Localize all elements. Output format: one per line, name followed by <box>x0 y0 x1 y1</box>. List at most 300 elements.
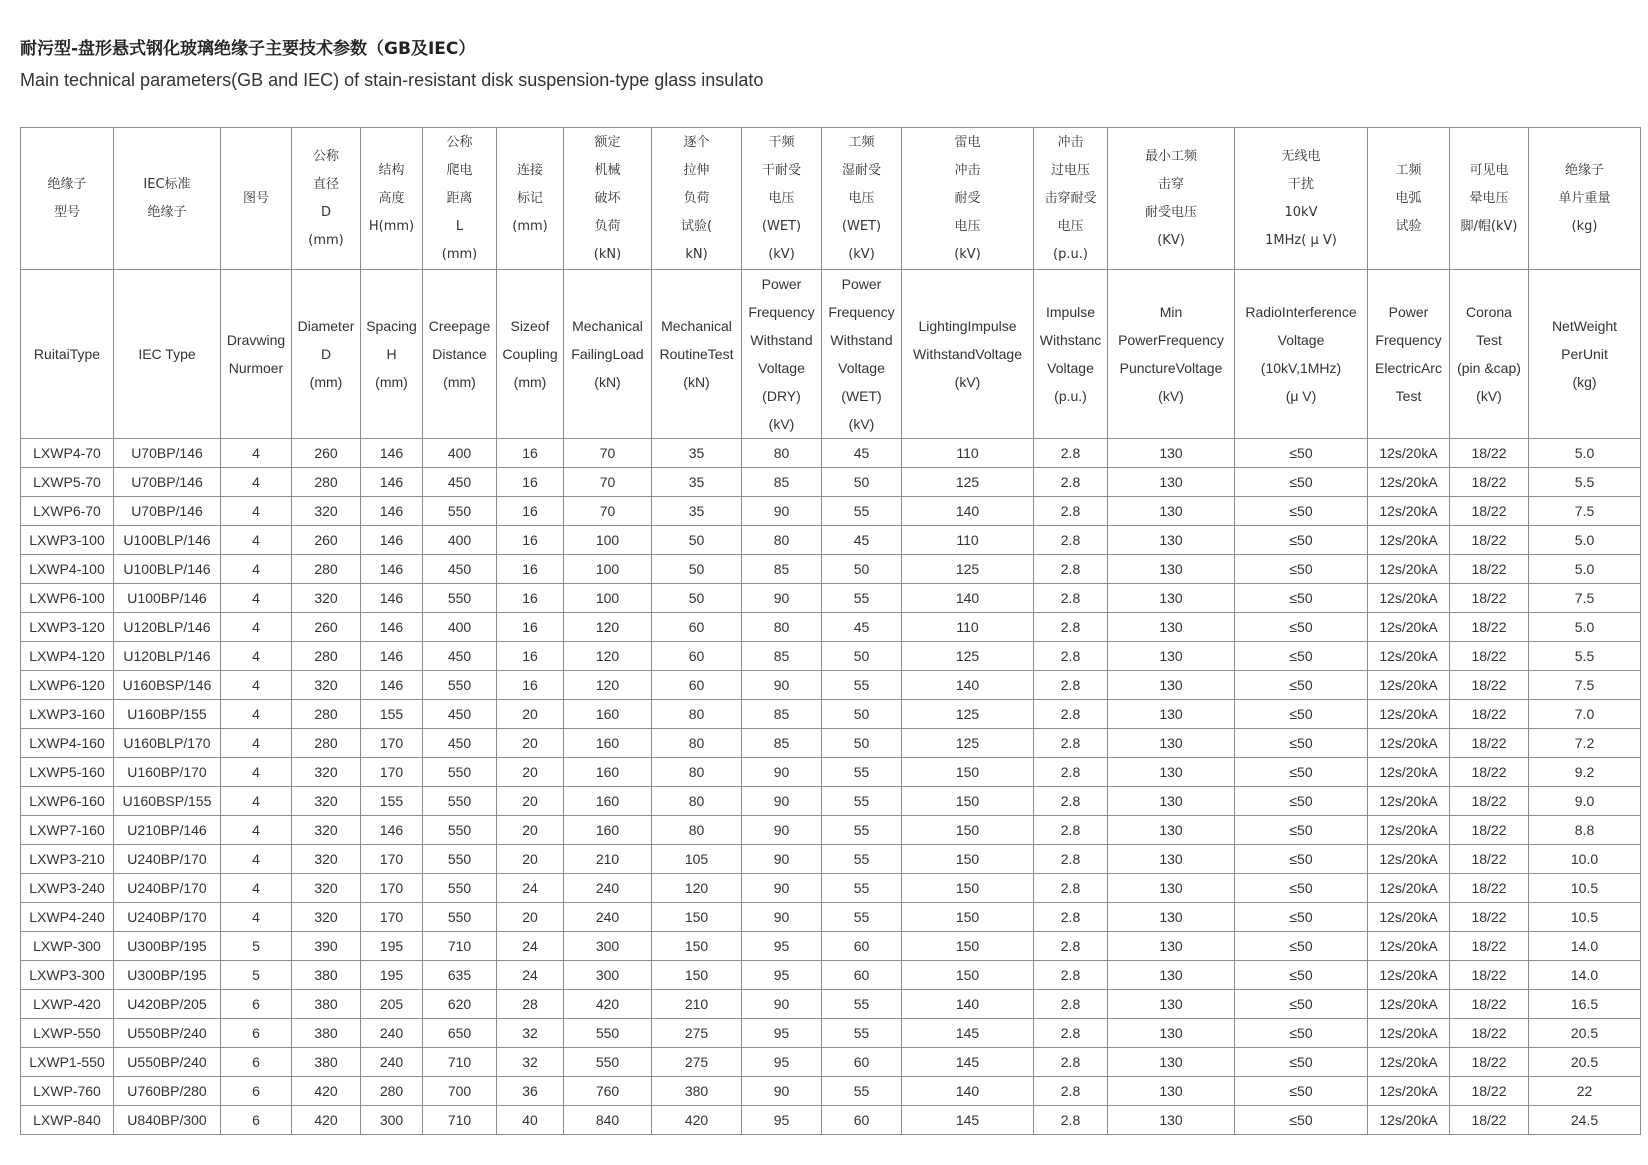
table-cell: U160BSP/146 <box>114 671 221 700</box>
table-cell: 2.8 <box>1034 845 1108 874</box>
table-cell: 280 <box>292 642 361 671</box>
table-cell: 22 <box>1529 1077 1641 1106</box>
table-cell: 18/22 <box>1450 1106 1529 1135</box>
table-cell: 550 <box>423 874 497 903</box>
table-cell: 9.0 <box>1529 787 1641 816</box>
header-line: (kV) <box>768 416 795 432</box>
table-cell: 145 <box>902 1048 1034 1077</box>
table-cell: 12s/20kA <box>1368 1077 1450 1106</box>
header-cell <box>822 270 902 439</box>
table-cell: 55 <box>822 990 902 1019</box>
table-cell: 300 <box>564 961 652 990</box>
header-line: 直径 <box>312 176 339 192</box>
table-cell: 4 <box>221 497 292 526</box>
table-row <box>21 758 1641 787</box>
header-cell <box>1034 128 1108 270</box>
table-cell: 146 <box>361 526 423 555</box>
table-cell: 80 <box>652 816 742 845</box>
header-line: IEC Type <box>138 346 196 362</box>
header-line: (μ V) <box>1285 388 1317 404</box>
table-cell: 550 <box>423 671 497 700</box>
table-cell: LXWP4-240 <box>21 903 114 932</box>
table-cell: 120 <box>564 613 652 642</box>
table-cell: 16 <box>497 671 564 700</box>
table-cell: LXWP3-240 <box>21 874 114 903</box>
table-cell: 620 <box>423 990 497 1019</box>
table-cell: 18/22 <box>1450 468 1529 497</box>
table-cell: 150 <box>902 758 1034 787</box>
header-line: 击穿耐受 <box>1044 190 1097 206</box>
header-line: 晕电压 <box>1469 190 1509 206</box>
header-cell <box>1368 128 1450 270</box>
table-cell: 16 <box>497 526 564 555</box>
header-line: 电压 <box>768 190 795 206</box>
table-cell: 146 <box>361 555 423 584</box>
header-cell <box>1529 270 1641 439</box>
table-cell: 140 <box>902 584 1034 613</box>
header-cell <box>292 270 361 439</box>
table-cell: U120BLP/146 <box>114 642 221 671</box>
header-cell <box>564 270 652 439</box>
header-line: Corona <box>1466 304 1512 320</box>
header-line: 可见电 <box>1469 162 1509 178</box>
table-cell: 95 <box>742 1048 822 1077</box>
table-cell: 80 <box>652 700 742 729</box>
table-cell: ≤50 <box>1235 613 1368 642</box>
header-line: 爬电 <box>446 162 473 178</box>
header-line: (mm) <box>443 374 476 390</box>
table-cell: 12s/20kA <box>1368 845 1450 874</box>
table-cell: 280 <box>292 700 361 729</box>
table-cell: 140 <box>902 1077 1034 1106</box>
table-cell: 7.5 <box>1529 584 1641 613</box>
table-cell: 130 <box>1108 613 1235 642</box>
header-line: Voltage <box>838 360 885 376</box>
table-row <box>21 787 1641 816</box>
header-line: 电压 <box>954 218 981 234</box>
table-cell: 12s/20kA <box>1368 1106 1450 1135</box>
table-row <box>21 1019 1641 1048</box>
table-cell: 130 <box>1108 990 1235 1019</box>
header-cell <box>652 270 742 439</box>
table-cell: 6 <box>221 1106 292 1135</box>
table-cell: ≤50 <box>1235 903 1368 932</box>
header-line: 最小工频 <box>1144 148 1197 164</box>
header-cell <box>423 270 497 439</box>
table-cell: 50 <box>822 555 902 584</box>
table-cell: 10.5 <box>1529 874 1641 903</box>
table-cell: 70 <box>564 439 652 468</box>
header-cell <box>497 270 564 439</box>
header-line: 绝缘子 <box>47 176 87 192</box>
table-cell: LXWP6-120 <box>21 671 114 700</box>
table-cell: 130 <box>1108 787 1235 816</box>
table-cell: 12s/20kA <box>1368 1048 1450 1077</box>
table-cell: 90 <box>742 845 822 874</box>
table-cell: U100BP/146 <box>114 584 221 613</box>
table-cell: LXWP-300 <box>21 932 114 961</box>
table-cell: 50 <box>822 468 902 497</box>
header-line: 10kV <box>1284 204 1318 220</box>
header-line: 干扰 <box>1287 176 1314 192</box>
table-cell: 5 <box>221 932 292 961</box>
header-line: 负荷 <box>594 218 621 234</box>
table-cell: 35 <box>652 497 742 526</box>
table-cell: 125 <box>902 468 1034 497</box>
header-line: (mm) <box>308 232 344 248</box>
table-cell: 90 <box>742 1077 822 1106</box>
table-row <box>21 584 1641 613</box>
table-cell: 140 <box>902 990 1034 1019</box>
table-cell: U160BLP/170 <box>114 729 221 758</box>
header-line: 过电压 <box>1050 162 1090 178</box>
table-cell: LXWP7-160 <box>21 816 114 845</box>
table-cell: 55 <box>822 758 902 787</box>
header-line: 图号 <box>242 190 269 206</box>
table-cell: LXWP3-160 <box>21 700 114 729</box>
table-cell: 130 <box>1108 932 1235 961</box>
table-cell: 150 <box>902 787 1034 816</box>
table-cell: 80 <box>652 758 742 787</box>
header-cell <box>822 128 902 270</box>
header-line: (mm) <box>375 374 408 390</box>
header-line: (kV) <box>848 416 875 432</box>
table-cell: 36 <box>497 1077 564 1106</box>
table-cell: 90 <box>742 903 822 932</box>
table-cell: 840 <box>564 1106 652 1135</box>
table-cell: 275 <box>652 1048 742 1077</box>
header-line: 工频 <box>1395 162 1422 178</box>
table-cell: 120 <box>564 642 652 671</box>
table-cell: 12s/20kA <box>1368 874 1450 903</box>
table-row <box>21 1048 1641 1077</box>
header-line: 电弧 <box>1395 190 1422 206</box>
table-cell: 150 <box>902 874 1034 903</box>
header-line: (KV) <box>1157 232 1185 248</box>
table-cell: 60 <box>822 932 902 961</box>
table-row <box>21 671 1641 700</box>
table-cell: ≤50 <box>1235 671 1368 700</box>
header-cell <box>1235 270 1368 439</box>
header-line: NetWeight <box>1551 318 1618 334</box>
header-line: (WET) <box>841 388 882 404</box>
header-line: (kV) <box>954 374 981 390</box>
table-cell: 150 <box>652 961 742 990</box>
header-row-en <box>21 270 1641 439</box>
header-line: (pin &cap) <box>1457 360 1521 376</box>
table-cell: 12s/20kA <box>1368 671 1450 700</box>
table-cell: 5.0 <box>1529 439 1641 468</box>
table-cell: 32 <box>497 1048 564 1077</box>
table-cell: 18/22 <box>1450 1077 1529 1106</box>
table-cell: 12s/20kA <box>1368 497 1450 526</box>
table-cell: 4 <box>221 439 292 468</box>
table-cell: 130 <box>1108 671 1235 700</box>
table-cell: 130 <box>1108 874 1235 903</box>
table-cell: 150 <box>902 816 1034 845</box>
table-cell: 18/22 <box>1450 1048 1529 1077</box>
table-cell: 380 <box>292 961 361 990</box>
table-cell: 155 <box>361 787 423 816</box>
table-cell: 18/22 <box>1450 1019 1529 1048</box>
table-cell: 130 <box>1108 497 1235 526</box>
table-cell: 12s/20kA <box>1368 468 1450 497</box>
table-cell: 16 <box>497 468 564 497</box>
table-cell: 195 <box>361 961 423 990</box>
table-cell: 85 <box>742 700 822 729</box>
header-line: Creepage <box>428 318 491 334</box>
table-cell: 5.5 <box>1529 468 1641 497</box>
table-cell: 35 <box>652 439 742 468</box>
table-cell: 20 <box>497 700 564 729</box>
table-cell: 4 <box>221 845 292 874</box>
header-cell <box>21 128 114 270</box>
table-cell: 130 <box>1108 903 1235 932</box>
header-line: (kV) <box>954 246 981 262</box>
table-cell: 2.8 <box>1034 787 1108 816</box>
header-line: 公称 <box>446 134 473 150</box>
table-cell: 50 <box>822 642 902 671</box>
header-cell <box>1034 270 1108 439</box>
table-cell: 550 <box>423 903 497 932</box>
table-cell: 60 <box>822 961 902 990</box>
table-cell: 280 <box>292 729 361 758</box>
table-cell: 2.8 <box>1034 555 1108 584</box>
table-cell: 125 <box>902 700 1034 729</box>
table-cell: 55 <box>822 671 902 700</box>
table-cell: 710 <box>423 1048 497 1077</box>
header-line: H(mm) <box>368 218 415 234</box>
table-row <box>21 990 1641 1019</box>
table-cell: 320 <box>292 845 361 874</box>
table-cell: U760BP/280 <box>114 1077 221 1106</box>
table-cell: 130 <box>1108 642 1235 671</box>
table-cell: 7.2 <box>1529 729 1641 758</box>
table-row <box>21 729 1641 758</box>
table-row <box>21 874 1641 903</box>
table-cell: 18/22 <box>1450 613 1529 642</box>
table-cell: 160 <box>564 787 652 816</box>
table-cell: 260 <box>292 526 361 555</box>
header-line: Withstanc <box>1039 332 1102 348</box>
table-cell: 90 <box>742 497 822 526</box>
table-cell: 150 <box>652 903 742 932</box>
table-cell: 550 <box>423 758 497 787</box>
header-cell <box>221 128 292 270</box>
header-cell <box>1450 128 1529 270</box>
table-cell: 170 <box>361 758 423 787</box>
header-line: 拉伸 <box>683 162 710 178</box>
table-cell: 400 <box>423 439 497 468</box>
table-cell: 700 <box>423 1077 497 1106</box>
table-cell: 260 <box>292 439 361 468</box>
table-cell: 16.5 <box>1529 990 1641 1019</box>
header-line: 冲击 <box>954 162 981 178</box>
table-row <box>21 932 1641 961</box>
table-cell: 18/22 <box>1450 758 1529 787</box>
table-cell: 4 <box>221 584 292 613</box>
table-cell: 2.8 <box>1034 1019 1108 1048</box>
table-cell: 18/22 <box>1450 439 1529 468</box>
table-cell: LXWP6-160 <box>21 787 114 816</box>
table-cell: 2.8 <box>1034 932 1108 961</box>
table-cell: 18/22 <box>1450 729 1529 758</box>
table-cell: 130 <box>1108 468 1235 497</box>
table-cell: 550 <box>423 816 497 845</box>
table-cell: U240BP/170 <box>114 845 221 874</box>
table-cell: LXWP6-70 <box>21 497 114 526</box>
table-cell: 20 <box>497 903 564 932</box>
table-cell: 140 <box>902 497 1034 526</box>
header-line: Withstand <box>830 332 893 348</box>
header-line: 单片重量 <box>1558 190 1611 206</box>
table-cell: 18/22 <box>1450 497 1529 526</box>
table-cell: 90 <box>742 787 822 816</box>
table-cell: U160BP/155 <box>114 700 221 729</box>
table-cell: 12s/20kA <box>1368 990 1450 1019</box>
table-cell: 55 <box>822 816 902 845</box>
table-cell: 90 <box>742 816 822 845</box>
table-cell: 550 <box>564 1019 652 1048</box>
table-row <box>21 613 1641 642</box>
table-cell: LXWP5-160 <box>21 758 114 787</box>
table-cell: 12s/20kA <box>1368 1019 1450 1048</box>
header-line: 型号 <box>53 204 80 220</box>
table-cell: 650 <box>423 1019 497 1048</box>
table-cell: 240 <box>564 903 652 932</box>
header-line: Diameter <box>297 318 355 334</box>
table-cell: 45 <box>822 613 902 642</box>
table-cell: 146 <box>361 584 423 613</box>
table-row <box>21 526 1641 555</box>
table-cell: 18/22 <box>1450 787 1529 816</box>
table-cell: 55 <box>822 787 902 816</box>
table-cell: 12s/20kA <box>1368 584 1450 613</box>
table-cell: 100 <box>564 555 652 584</box>
table-cell: 16 <box>497 439 564 468</box>
table-cell: 70 <box>564 497 652 526</box>
header-cell <box>652 128 742 270</box>
table-cell: 50 <box>822 700 902 729</box>
table-cell: 2.8 <box>1034 497 1108 526</box>
table-cell: 130 <box>1108 1106 1235 1135</box>
table-cell: 50 <box>652 555 742 584</box>
table-cell: 10.0 <box>1529 845 1641 874</box>
table-cell: 130 <box>1108 961 1235 990</box>
table-cell: 450 <box>423 555 497 584</box>
table-row <box>21 903 1641 932</box>
table-cell: 4 <box>221 816 292 845</box>
header-cell <box>114 128 221 270</box>
table-cell: 420 <box>564 990 652 1019</box>
header-line: Voltage <box>1277 332 1325 348</box>
table-cell: 20 <box>497 787 564 816</box>
header-line: (kV) <box>848 246 875 262</box>
header-line: 绝缘子 <box>1564 162 1604 178</box>
header-line: Sizeof <box>510 318 550 334</box>
table-cell: 4 <box>221 758 292 787</box>
table-cell: 90 <box>742 671 822 700</box>
table-cell: 320 <box>292 787 361 816</box>
table-cell: 4 <box>221 874 292 903</box>
table-cell: 4 <box>221 903 292 932</box>
table-cell: 20.5 <box>1529 1019 1641 1048</box>
table-cell: 4 <box>221 700 292 729</box>
table-cell: 90 <box>742 874 822 903</box>
table-cell: ≤50 <box>1235 816 1368 845</box>
table-cell: 2.8 <box>1034 729 1108 758</box>
header-line: Frequency <box>748 304 815 320</box>
table-cell: 24.5 <box>1529 1106 1641 1135</box>
table-cell: 60 <box>652 613 742 642</box>
table-cell: 12s/20kA <box>1368 816 1450 845</box>
header-line: 冲击 <box>1057 134 1084 150</box>
table-row <box>21 468 1641 497</box>
table-cell: U70BP/146 <box>114 468 221 497</box>
table-cell: 210 <box>564 845 652 874</box>
header-line: (kN) <box>593 246 622 262</box>
header-line: (kV) <box>768 246 795 262</box>
table-cell: 400 <box>423 613 497 642</box>
header-line: Frequency <box>1375 332 1442 348</box>
header-line: L <box>455 218 464 234</box>
header-line: PunctureVoltage <box>1119 360 1223 376</box>
table-cell: 7.0 <box>1529 700 1641 729</box>
header-line: 公称 <box>312 148 339 164</box>
table-cell: 55 <box>822 903 902 932</box>
header-line: 电压 <box>848 190 875 206</box>
table-cell: 380 <box>292 1048 361 1077</box>
table-cell: 110 <box>902 439 1034 468</box>
table-cell: U420BP/205 <box>114 990 221 1019</box>
header-cell <box>361 270 423 439</box>
table-cell: 420 <box>652 1106 742 1135</box>
table-cell: 2.8 <box>1034 613 1108 642</box>
header-line: Power <box>1388 304 1429 320</box>
table-cell: 12s/20kA <box>1368 526 1450 555</box>
table-cell: 130 <box>1108 700 1235 729</box>
table-cell: 2.8 <box>1034 758 1108 787</box>
table-cell: 12s/20kA <box>1368 961 1450 990</box>
table-cell: 2.8 <box>1034 816 1108 845</box>
table-cell: LXWP-550 <box>21 1019 114 1048</box>
table-cell: 18/22 <box>1450 874 1529 903</box>
table-cell: 380 <box>652 1077 742 1106</box>
header-line: Test <box>1476 332 1502 348</box>
table-cell: 24 <box>497 932 564 961</box>
table-cell: 2.8 <box>1034 874 1108 903</box>
header-line: 耐受 <box>954 190 981 206</box>
table-cell: 55 <box>822 874 902 903</box>
header-line: Spacing <box>366 318 417 334</box>
table-cell: U70BP/146 <box>114 439 221 468</box>
header-line: 高度 <box>378 190 405 206</box>
table-cell: 12s/20kA <box>1368 555 1450 584</box>
table-cell: 5.5 <box>1529 642 1641 671</box>
table-cell: 18/22 <box>1450 526 1529 555</box>
header-line: Power <box>761 276 802 292</box>
header-line: 逐个 <box>683 134 710 150</box>
table-cell: 420 <box>292 1106 361 1135</box>
table-cell: 4 <box>221 729 292 758</box>
table-cell: U550BP/240 <box>114 1048 221 1077</box>
table-cell: ≤50 <box>1235 700 1368 729</box>
table-cell: 550 <box>564 1048 652 1077</box>
table-cell: 2.8 <box>1034 903 1108 932</box>
table-cell: 5.0 <box>1529 613 1641 642</box>
table-cell: 146 <box>361 642 423 671</box>
table-cell: 32 <box>497 1019 564 1048</box>
